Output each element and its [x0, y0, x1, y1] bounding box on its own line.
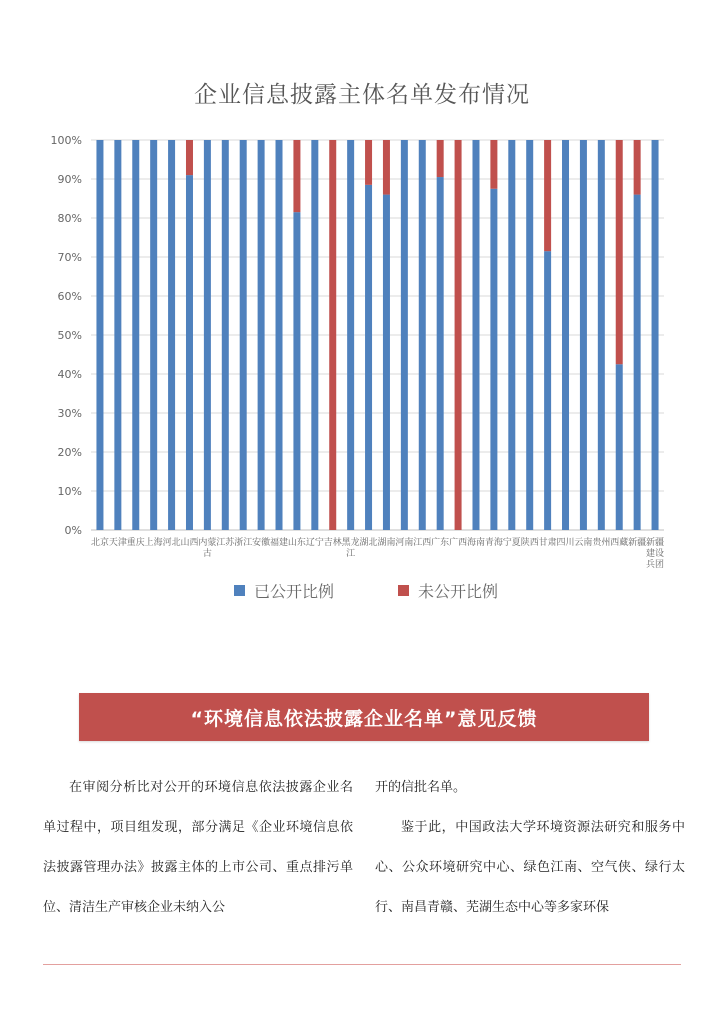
bar-published — [186, 175, 193, 530]
x-axis-ticks — [91, 536, 664, 570]
chart-title: 企业信息披露主体名单发布情况 — [194, 82, 530, 108]
x-tick-label: 福建 — [270, 538, 289, 548]
bar-published — [311, 140, 318, 530]
bar-published — [472, 140, 479, 530]
body-paragraph-continued: 开的信批名单。 — [375, 780, 467, 795]
bar-published — [401, 140, 408, 530]
y-tick-label: 70% — [57, 251, 82, 264]
y-tick-label: 100% — [50, 134, 82, 147]
x-tick-label: 海南 — [466, 538, 485, 548]
x-tick-label: 黑龙江 — [341, 538, 360, 559]
body-paragraph: 鉴于此，中国政法大学环境资源法研究和服务中心、公众环境研究中心、绿色江南、空气侠、绿行太行、南昌青赣、芜湖生态中心等多家环保 — [375, 820, 685, 915]
x-tick-label: 内蒙古 — [198, 538, 217, 559]
bar-published — [580, 140, 587, 530]
x-tick-label: 宁夏 — [502, 538, 521, 548]
y-tick-label: 60% — [57, 290, 82, 303]
section-banner: “环境信息依法披露企业名单”意见反馈 — [79, 693, 649, 741]
x-tick-label: 辽宁 — [305, 538, 324, 548]
y-tick-label: 80% — [57, 212, 82, 225]
x-tick-label: 江苏 — [216, 538, 235, 548]
x-tick-label: 云南 — [574, 538, 593, 548]
bar-unpublished — [490, 140, 497, 189]
bar-unpublished — [616, 140, 623, 364]
x-tick-label: 河南 — [395, 538, 414, 548]
bar-unpublished — [365, 140, 372, 185]
bar-published — [544, 251, 551, 530]
bar-published — [132, 140, 139, 530]
legend-label-unpublished: 未公开比例 — [418, 582, 499, 601]
chart-legend — [234, 582, 498, 601]
y-tick-label: 90% — [57, 173, 82, 186]
bar-published — [365, 185, 372, 530]
x-tick-label: 山西 — [180, 538, 199, 548]
bar-published — [508, 140, 515, 530]
bar-unpublished — [544, 140, 551, 251]
footer-divider — [43, 964, 681, 965]
x-tick-label: 安徽 — [252, 538, 271, 548]
x-tick-label: 西藏 — [610, 538, 629, 548]
y-tick-label: 50% — [57, 329, 82, 342]
x-tick-label: 新疆建设兵团 — [646, 538, 665, 570]
x-tick-label: 陕西 — [520, 538, 539, 548]
bar-published — [347, 140, 354, 530]
legend-swatch-published — [234, 585, 245, 596]
x-tick-label: 湖北 — [359, 538, 378, 548]
bar-published — [490, 189, 497, 530]
bar-published — [240, 140, 247, 530]
y-tick-label: 20% — [57, 446, 82, 459]
bar-published — [652, 140, 659, 530]
bar-published — [562, 140, 569, 530]
body-paragraph: 在审阅分析比对公开的环境信息依法披露企业名单过程中，项目组发现，部分满足《企业环境信息依法披露管理办法》披露主体的上市公司、重点排污单位、清洁生产审核企业未纳入公 — [43, 780, 353, 915]
bar-published — [293, 212, 300, 530]
bar-published — [222, 140, 229, 530]
body-right-column — [375, 768, 685, 928]
bar-unpublished — [455, 140, 462, 530]
x-tick-label: 青海 — [484, 538, 503, 548]
bar-unpublished — [383, 140, 390, 195]
x-tick-label: 广西 — [449, 538, 468, 548]
x-tick-label: 江西 — [413, 538, 432, 548]
bar-published — [96, 140, 103, 530]
x-tick-label: 新疆 — [628, 538, 647, 548]
legend-swatch-unpublished — [398, 585, 409, 596]
x-tick-label: 天津 — [108, 538, 127, 548]
legend-label-published: 已公开比例 — [254, 582, 335, 601]
bar-published — [419, 140, 426, 530]
body-left-column — [43, 768, 353, 928]
x-tick-label: 浙江 — [234, 538, 253, 548]
bar-published — [276, 140, 283, 530]
x-tick-label: 吉林 — [323, 538, 342, 548]
x-tick-label: 北京 — [90, 538, 109, 548]
bar-unpublished — [329, 140, 336, 530]
bar-unpublished — [293, 140, 300, 212]
x-tick-label: 上海 — [144, 538, 163, 548]
x-tick-label: 贵州 — [592, 538, 611, 548]
x-tick-label: 重庆 — [126, 538, 145, 548]
x-tick-label: 山东 — [287, 538, 306, 548]
x-tick-label: 广东 — [431, 538, 450, 548]
y-axis-ticks — [51, 134, 82, 537]
bar-published — [634, 195, 641, 530]
y-tick-label: 40% — [57, 368, 82, 381]
x-tick-label: 甘肃 — [538, 538, 557, 548]
y-tick-label: 30% — [57, 407, 82, 420]
chart-gridlines — [91, 140, 664, 530]
bar-unpublished — [634, 140, 641, 195]
bar-published — [437, 177, 444, 530]
y-tick-label: 0% — [64, 524, 82, 537]
y-tick-label: 10% — [57, 485, 82, 498]
bar-unpublished — [437, 140, 444, 177]
bar-published — [383, 195, 390, 530]
bar-published — [204, 140, 211, 530]
bar-published — [168, 140, 175, 530]
x-tick-label: 河北 — [162, 538, 181, 548]
bar-published — [114, 140, 121, 530]
bar-published — [150, 140, 157, 530]
x-tick-label: 湖南 — [377, 538, 396, 548]
bar-published — [616, 364, 623, 530]
bar-published — [258, 140, 265, 530]
bar-published — [526, 140, 533, 530]
bar-published — [598, 140, 605, 530]
bar-unpublished — [186, 140, 193, 175]
x-tick-label: 四川 — [556, 538, 575, 548]
